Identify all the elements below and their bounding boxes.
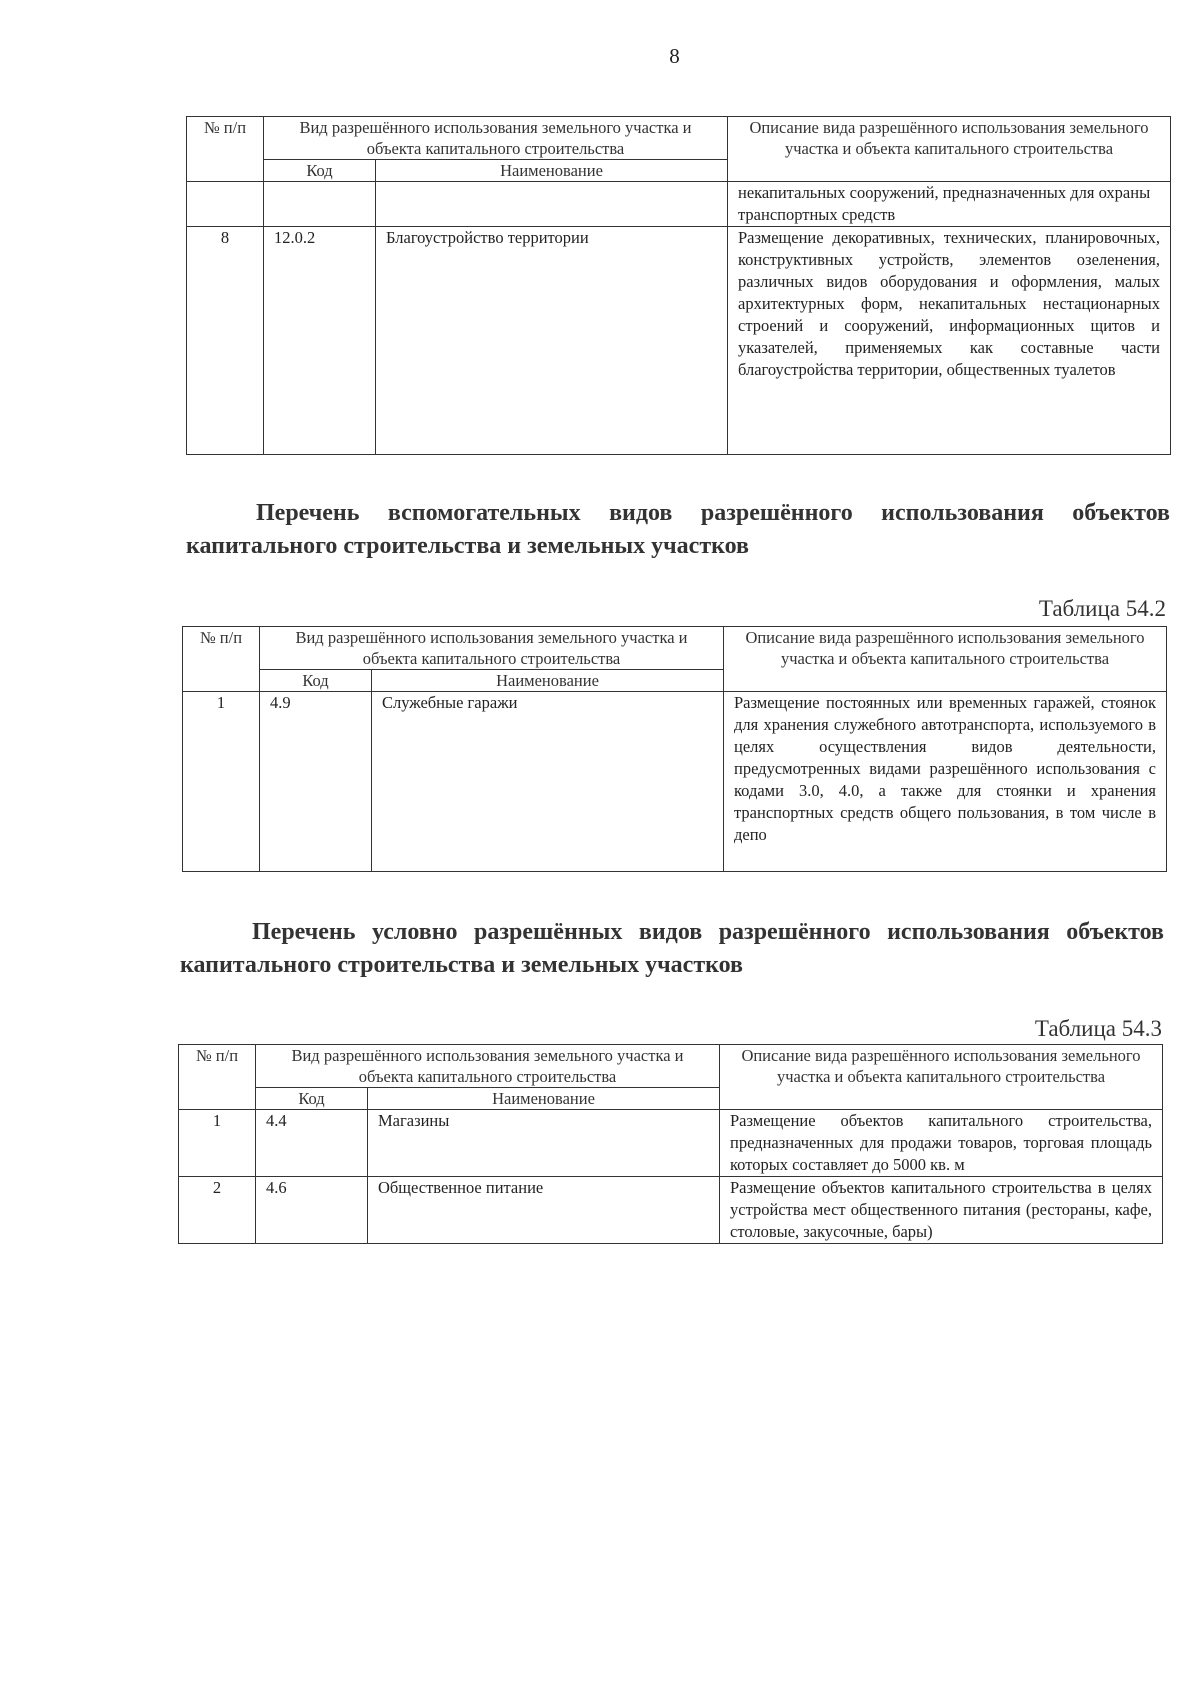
- land-use-table-conditional: [178, 1044, 1163, 1244]
- table-row: [183, 692, 1167, 872]
- header-kod: Код: [264, 160, 376, 182]
- table-row: [187, 227, 1171, 455]
- cell-description: Размещение декоративных, технических, планировочных, конструктивных устройств, элементов озеленения, различных видов оборудования и оформления, малых архитектурных форм, некапитальных нестационарных строений и сооружений, информационных щитов и указателей, применяемых как составные части благоустройства территории, общественных туалетов: [728, 227, 1171, 455]
- cell-description: Размещение объектов капитального строительства, предназначенных для продажи товаров, торговая площадь которых составляет до 5000 кв. м: [720, 1110, 1163, 1177]
- cell-description: Размещение постоянных или временных гаражей, стоянок для хранения служебного автотранспорта, используемого в целях осуществления видов деятельности, предусмотренных видами разрешённого использования с кодами 3.0, 4.0, а также для стоянки и хранения транспортных средств общего пользования, в том числе в депо: [724, 692, 1167, 872]
- land-use-table-auxiliary: [182, 626, 1167, 872]
- header-name: Наименование: [368, 1088, 720, 1110]
- cell-num: 1: [179, 1110, 256, 1177]
- section-heading-conditional: Перечень условно разрешённых видов разрешённого использования объектов капитального строительства и земельных участков: [180, 919, 1164, 978]
- land-use-table-main: [186, 116, 1171, 455]
- header-desc: Описание вида разрешённого использования земельного участка и объекта капитального строительства: [728, 117, 1171, 182]
- cell-description: некапитальных сооружений, предназначенных для охраны транспортных средств: [728, 182, 1171, 227]
- cell-code: 4.9: [260, 692, 372, 872]
- header-name: Наименование: [376, 160, 728, 182]
- cell-code: 4.4: [256, 1110, 368, 1177]
- table-header-row: [183, 627, 1167, 670]
- page-number: 8: [669, 44, 681, 68]
- cell-num: 8: [187, 227, 264, 455]
- cell-num: 2: [179, 1177, 256, 1244]
- table-caption-54-3: Таблица 54.3: [1034, 1016, 1162, 1041]
- header-vid: Вид разрешённого использования земельного участка и объекта капитального строительства: [260, 627, 724, 670]
- header-kod: Код: [260, 670, 372, 692]
- cell-name: Общественное питание: [368, 1177, 720, 1244]
- cell-name: Благоустройство территории: [376, 227, 728, 455]
- header-num: № п/п: [179, 1045, 256, 1110]
- cell-code: 4.6: [256, 1177, 368, 1244]
- section-heading-auxiliary: Перечень вспомогательных видов разрешённого использования объектов капитального строительства и земельных участков: [186, 500, 1170, 559]
- header-desc: Описание вида разрешённого использования земельного участка и объекта капитального строительства: [724, 627, 1167, 692]
- header-vid: Вид разрешённого использования земельного участка и объекта капитального строительства: [256, 1045, 720, 1088]
- table-row-continuation: [187, 182, 1171, 227]
- table-caption-54-2: Таблица 54.2: [1038, 596, 1166, 621]
- header-num: № п/п: [183, 627, 260, 692]
- header-kod: Код: [256, 1088, 368, 1110]
- table-row: [179, 1177, 1163, 1244]
- table-header-row: [179, 1045, 1163, 1088]
- header-name: Наименование: [372, 670, 724, 692]
- cell-name: Служебные гаражи: [372, 692, 724, 872]
- header-num: № п/п: [187, 117, 264, 182]
- cell-name: Магазины: [368, 1110, 720, 1177]
- cell-description: Размещение объектов капитального строительства в целях устройства мест общественного питания (рестораны, кафе, столовые, закусочные, бары): [720, 1177, 1163, 1244]
- table-header-row: [187, 117, 1171, 160]
- cell-code: 12.0.2: [264, 227, 376, 455]
- header-vid: Вид разрешённого использования земельного участка и объекта капитального строительства: [264, 117, 728, 160]
- table-row: [179, 1110, 1163, 1177]
- cell-num: 1: [183, 692, 260, 872]
- header-desc: Описание вида разрешённого использования земельного участка и объекта капитального строительства: [720, 1045, 1163, 1110]
